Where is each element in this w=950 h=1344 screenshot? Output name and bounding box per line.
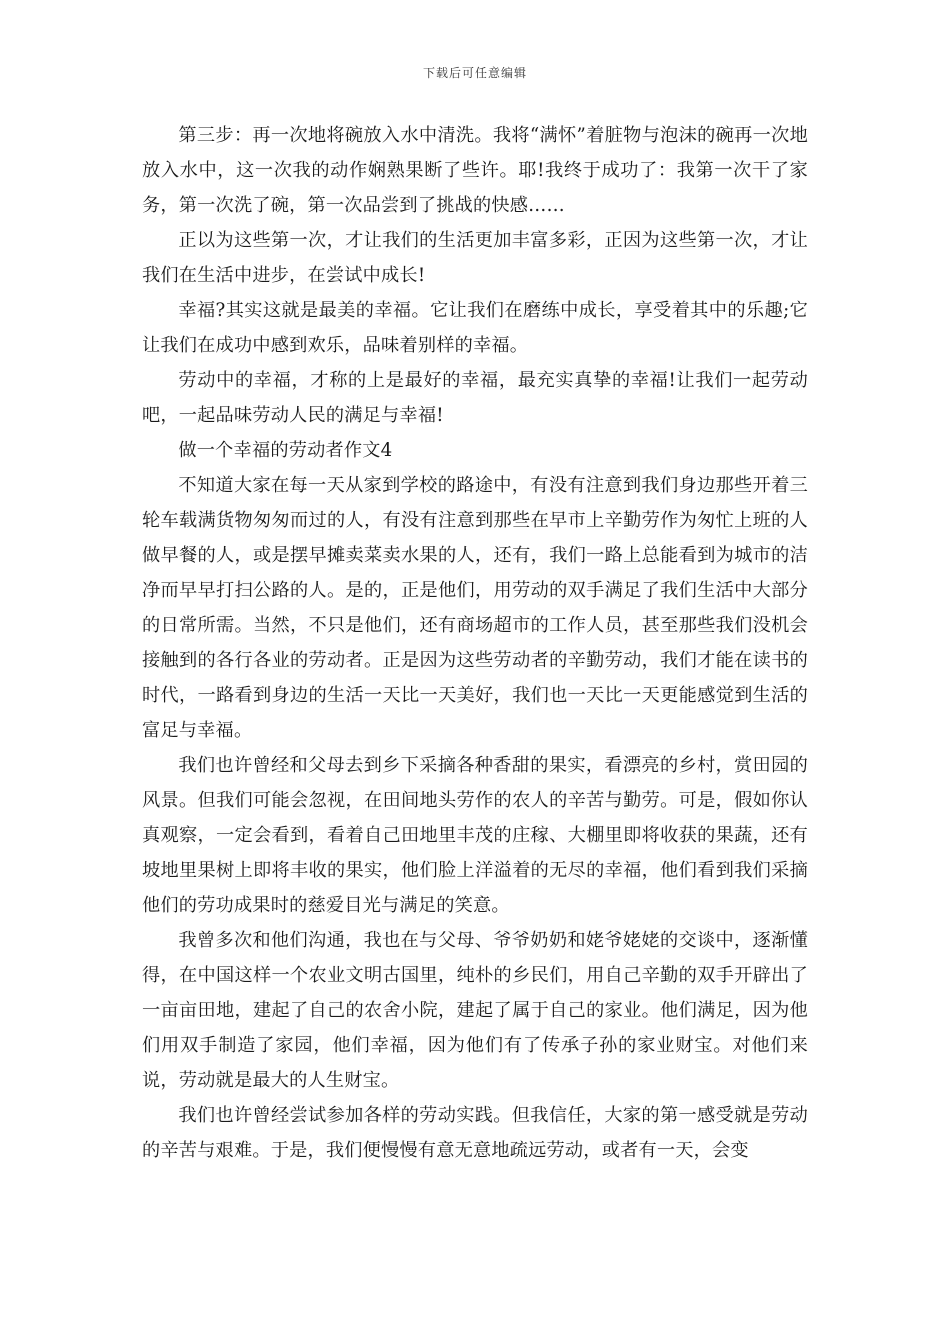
paragraph-labor-practice: 我们也许曾经尝试参加各样的劳动实践。但我信任，大家的第一感受就是劳动的辛苦与艰难。于是，我们便慢慢有意无意地疏远劳动，或者有一天，会变 (142, 1105, 808, 1161)
paragraph-step-three: 第三步：再一次地将碗放入水中清洗。我将“满怀”着脏物与泡沫的碗再一次地放入水中，这一次我的动作娴熟果断了些许。耶!我终于成功了：我第一次干了家务，第一次洗了碗，第一次品尝到了挑战的快感…… (142, 125, 808, 216)
paragraph-rural-family: 我曾多次和他们沟通，我也在与父母、爷爷奶奶和姥爷姥姥的交谈中，逐渐懂得，在中国这样一个农业文明古国里，纯朴的乡民们，用自己辛勤的双手开辟出了一亩亩田地，建起了自己的农舍小院，建起了属于自己的家业。他们满足，因为他们用双手制造了家园，他们幸福，因为他们有了传承子孙的家业财宝。对他们来说，劳动就是最大的人生财宝。 (142, 930, 808, 1091)
paragraph-first-times: 正以为这些第一次，才让我们的生活更加丰富多彩，正因为这些第一次，才让我们在生活中进步，在尝试中成长! (142, 230, 808, 286)
essay-heading: 做一个幸福的劳动者作文4 (178, 440, 393, 461)
paragraph-farmers: 我们也许曾经和父母去到乡下采摘各种香甜的果实，看漂亮的乡村，赏田园的风景。但我们可能会忽视，在田间地头劳作的农人的辛苦与勤劳。可是，假如你认真观察，一定会看到，看着自己田地里丰茂的庄稼、大棚里即将收获的果蔬，还有坡地里果树上即将丰收的果实，他们脸上洋溢着的无尽的幸福，他们看到我们采摘他们的劳功成果时的慈爱目光与满足的笑意。 (142, 755, 808, 916)
paragraph-happiness: 幸福?其实这就是最美的幸福。它让我们在磨练中成长，享受着其中的乐趣;它让我们在成功中感到欢乐，品味着别样的幸福。 (142, 300, 808, 356)
paragraph-labor-happiness: 劳动中的幸福，才称的上是最好的幸福，最充实真挚的幸福!让我们一起劳动吧，一起品味劳动人民的满足与幸福! (142, 370, 808, 426)
page-header: 下载后可任意编辑 (422, 66, 527, 80)
document-body (142, 118, 808, 1168)
paragraph-workers: 不知道大家在每一天从家到学校的路途中，有没有注意到我们身边那些开着三轮车载满货物匆匆而过的人，有没有注意到那些在早市上辛勤劳作为匆忙上班的人做早餐的人，或是摆早摊卖菜卖水果的人，还有，我们一路上总能看到为城市的洁净而早早打扫公路的人。是的，正是他们，用劳动的双手满足了我们生活中大部分的日常所需。当然，不只是他们，还有商场超市的工作人员，甚至那些我们没机会接触到的各行各业的劳动者。正是因为这些劳动者的辛勤劳动，我们才能在读书的时代，一路看到身边的生活一天比一天美好，我们也一天比一天更能感觉到生活的富足与幸福。 (142, 475, 808, 741)
